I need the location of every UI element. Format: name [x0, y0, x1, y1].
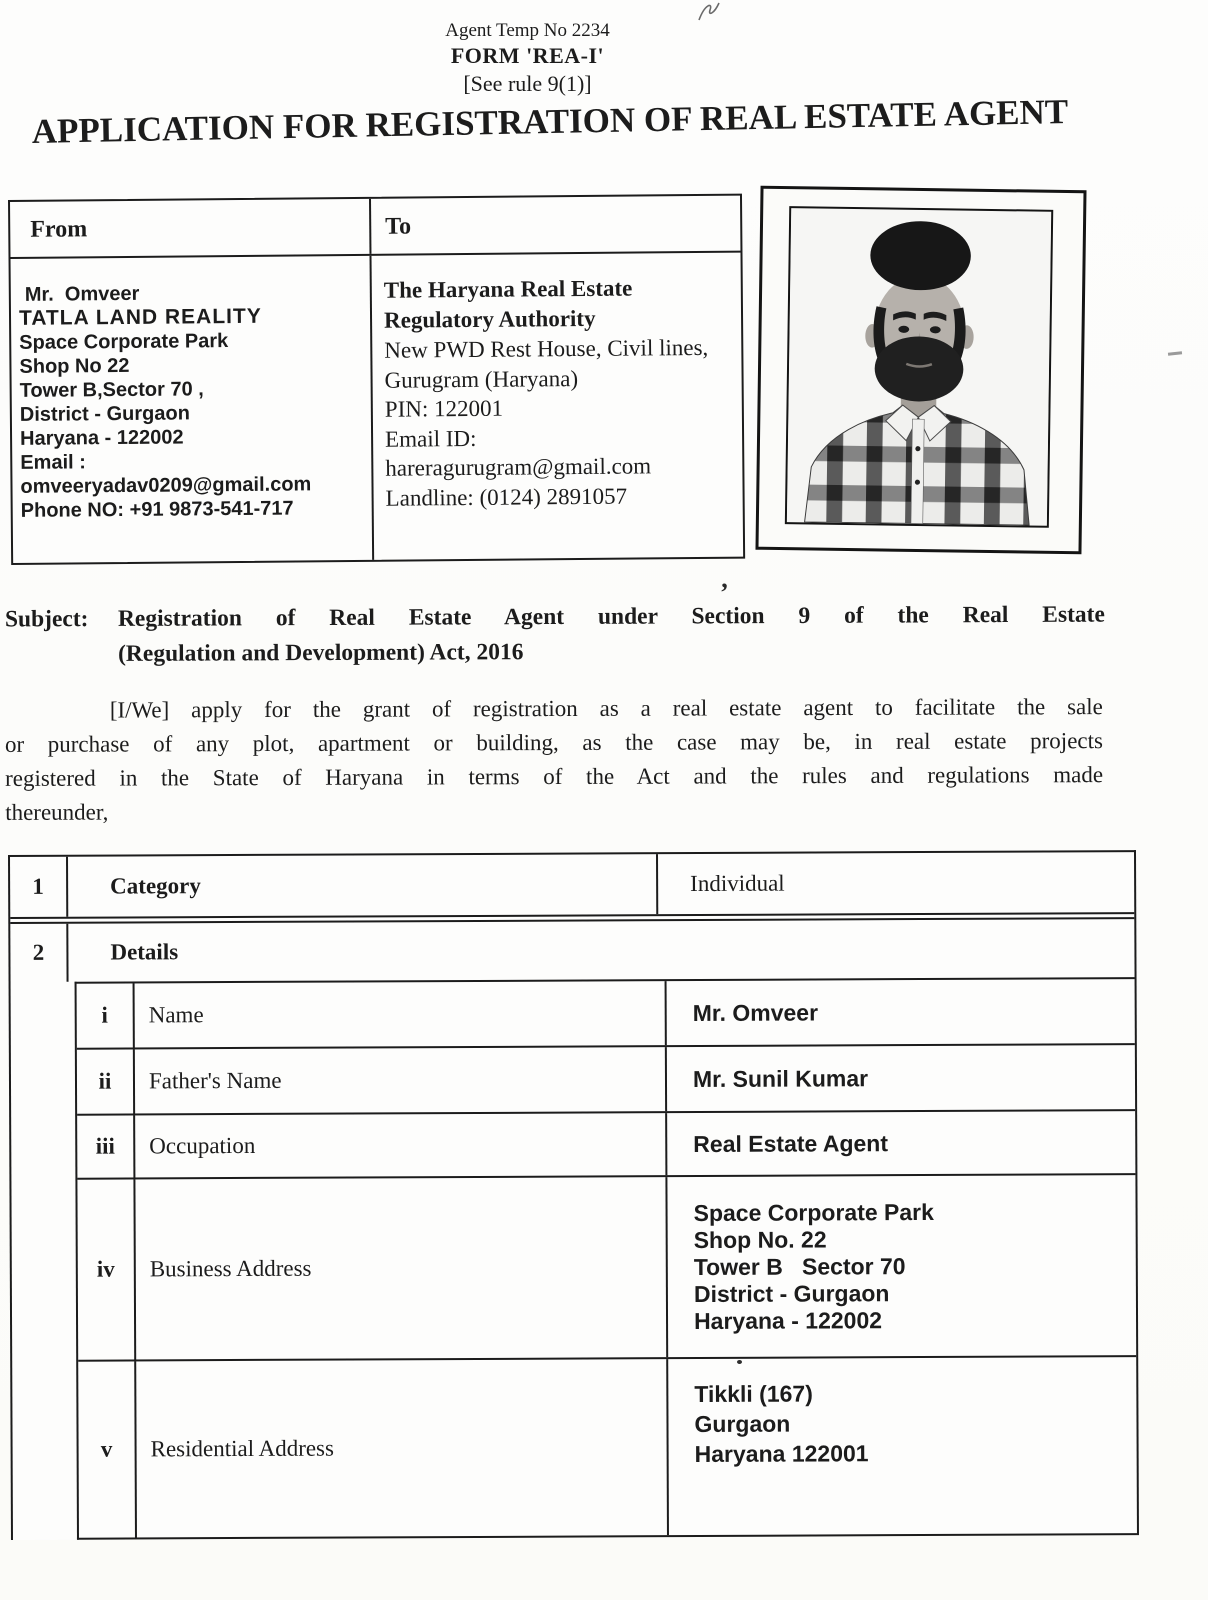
scan-artifact-squiggle [695, 0, 721, 22]
cell-serial: 2 [10, 924, 68, 982]
cell-label: Details [110, 939, 179, 965]
from-address-block [11, 256, 375, 563]
to-email-value: hareragurugram@gmail.com [385, 453, 652, 481]
address-line: Space Corporate Park [693, 1198, 934, 1226]
cell-value: Individual [690, 870, 785, 897]
details-subtable [75, 977, 1137, 1540]
from-company-name: TATLA LAND REALITY [18, 304, 262, 330]
cell-serial: iv [77, 1179, 136, 1359]
cell-value [668, 1357, 1136, 1469]
subrow-occupation [77, 1111, 1135, 1178]
form-title: APPLICATION FOR REGISTRATION OF REAL ESTATE AGENT [31, 92, 1069, 151]
applicant-photo [785, 206, 1053, 528]
to-address-block [372, 253, 744, 560]
to-address-line: Gurugram (Haryana) [384, 365, 579, 393]
cell-label: Category [68, 854, 658, 917]
cell-value [668, 1198, 1137, 1335]
cell-serial: iii [77, 1115, 135, 1177]
cell-label: Name [135, 981, 667, 1047]
form-number: FORM 'REA-I' [450, 43, 605, 68]
photo-frame [755, 186, 1086, 555]
from-phone: Phone NO: +91 9873-541-717 [20, 497, 294, 522]
cell-serial: i [77, 983, 135, 1047]
subject-text [118, 598, 1105, 672]
subject-text-line1: Registration of Real Estate Agent under Section 9 of the Real Estate [117, 601, 1105, 632]
from-email-label: Email : [20, 451, 86, 474]
to-address-line: New PWD Rest House, Civil lines, [384, 334, 709, 363]
cell-serial: 1 [10, 857, 68, 917]
from-to-body-row [11, 253, 744, 563]
paragraph-line: registered in the State of Haryana in terms of the Act and the rules and regulations made [5, 762, 1104, 791]
from-applicant-name: Mr. Omveer [24, 282, 140, 306]
address-line: Gurgaon [694, 1410, 791, 1438]
from-header-cell: From [10, 199, 371, 257]
to-email-label: Email ID: [384, 425, 477, 452]
to-pin: PIN: 122001 [384, 395, 504, 422]
row-category [10, 852, 1134, 917]
scan-artifact-dash [1168, 351, 1182, 355]
from-address-line: Space Corporate Park [19, 330, 229, 354]
subject-line [5, 598, 1105, 673]
address-line: Tower B Sector 70 [693, 1252, 906, 1280]
from-email-value: omveeryadav0209@gmail.com [20, 473, 312, 498]
from-address-line: Tower B,Sector 70 , [19, 378, 204, 402]
cell-value: Mr. Sunil Kumar [692, 1064, 869, 1092]
cell-label: Business Address [135, 1177, 668, 1359]
subrow-fathers-name [77, 1045, 1135, 1114]
registration-table [8, 850, 1139, 1540]
rule-reference: [See rule 9(1)] [463, 71, 592, 96]
scan-artifact-dot [737, 1360, 742, 1364]
scan-artifact-mark: ’ [720, 578, 729, 607]
address-line: Shop No. 22 [693, 1225, 827, 1253]
subject-label: Subject: [4, 606, 89, 633]
from-address-line: Shop No 22 [19, 354, 130, 378]
paragraph-line: or purchase of any plot, apartment or building, as the case may be, in real estate projects [4, 728, 1103, 757]
cell-value: Mr. Omveer [692, 998, 819, 1026]
address-line: District - Gurgaon [693, 1279, 890, 1307]
subject-text-line2: (Regulation and Development) Act, 2016 [118, 639, 524, 667]
to-landline: Landline: (0124) 2891057 [385, 483, 628, 511]
from-address-line: District - Gurgaon [19, 402, 190, 426]
from-address-line: Haryana - 122002 [19, 426, 184, 450]
cell-label: Residential Address [136, 1359, 669, 1537]
cell-serial: ii [77, 1049, 135, 1113]
agent-temp-no: Agent Temp No 2234 [445, 20, 610, 41]
cell-label: Occupation [135, 1113, 667, 1177]
authority-name: The Haryana Real Estate Regulatory Authority [383, 275, 633, 333]
address-line: Haryana - 122002 [693, 1306, 883, 1334]
from-to-header-row [10, 196, 740, 259]
portrait-image [787, 208, 1051, 526]
row-details [10, 919, 1134, 982]
cell-value: Real Estate Agent [693, 1129, 889, 1157]
subrow-residential-address [78, 1357, 1137, 1538]
application-paragraph [5, 690, 1103, 830]
cell-serial: v [78, 1361, 137, 1537]
to-header-cell: To [385, 213, 412, 240]
from-to-table [8, 194, 745, 565]
paragraph-line: [I/We] apply for the grant of registration as a real estate agent to facilitate the sale [109, 694, 1103, 723]
paragraph-line: thereunder, [5, 799, 109, 825]
address-line: Tikkli (167) [694, 1380, 813, 1408]
cell-label: Father's Name [135, 1047, 667, 1113]
subrow-business-address [77, 1175, 1136, 1360]
address-line: Haryana 122001 [694, 1440, 869, 1468]
subrow-name [77, 979, 1135, 1048]
